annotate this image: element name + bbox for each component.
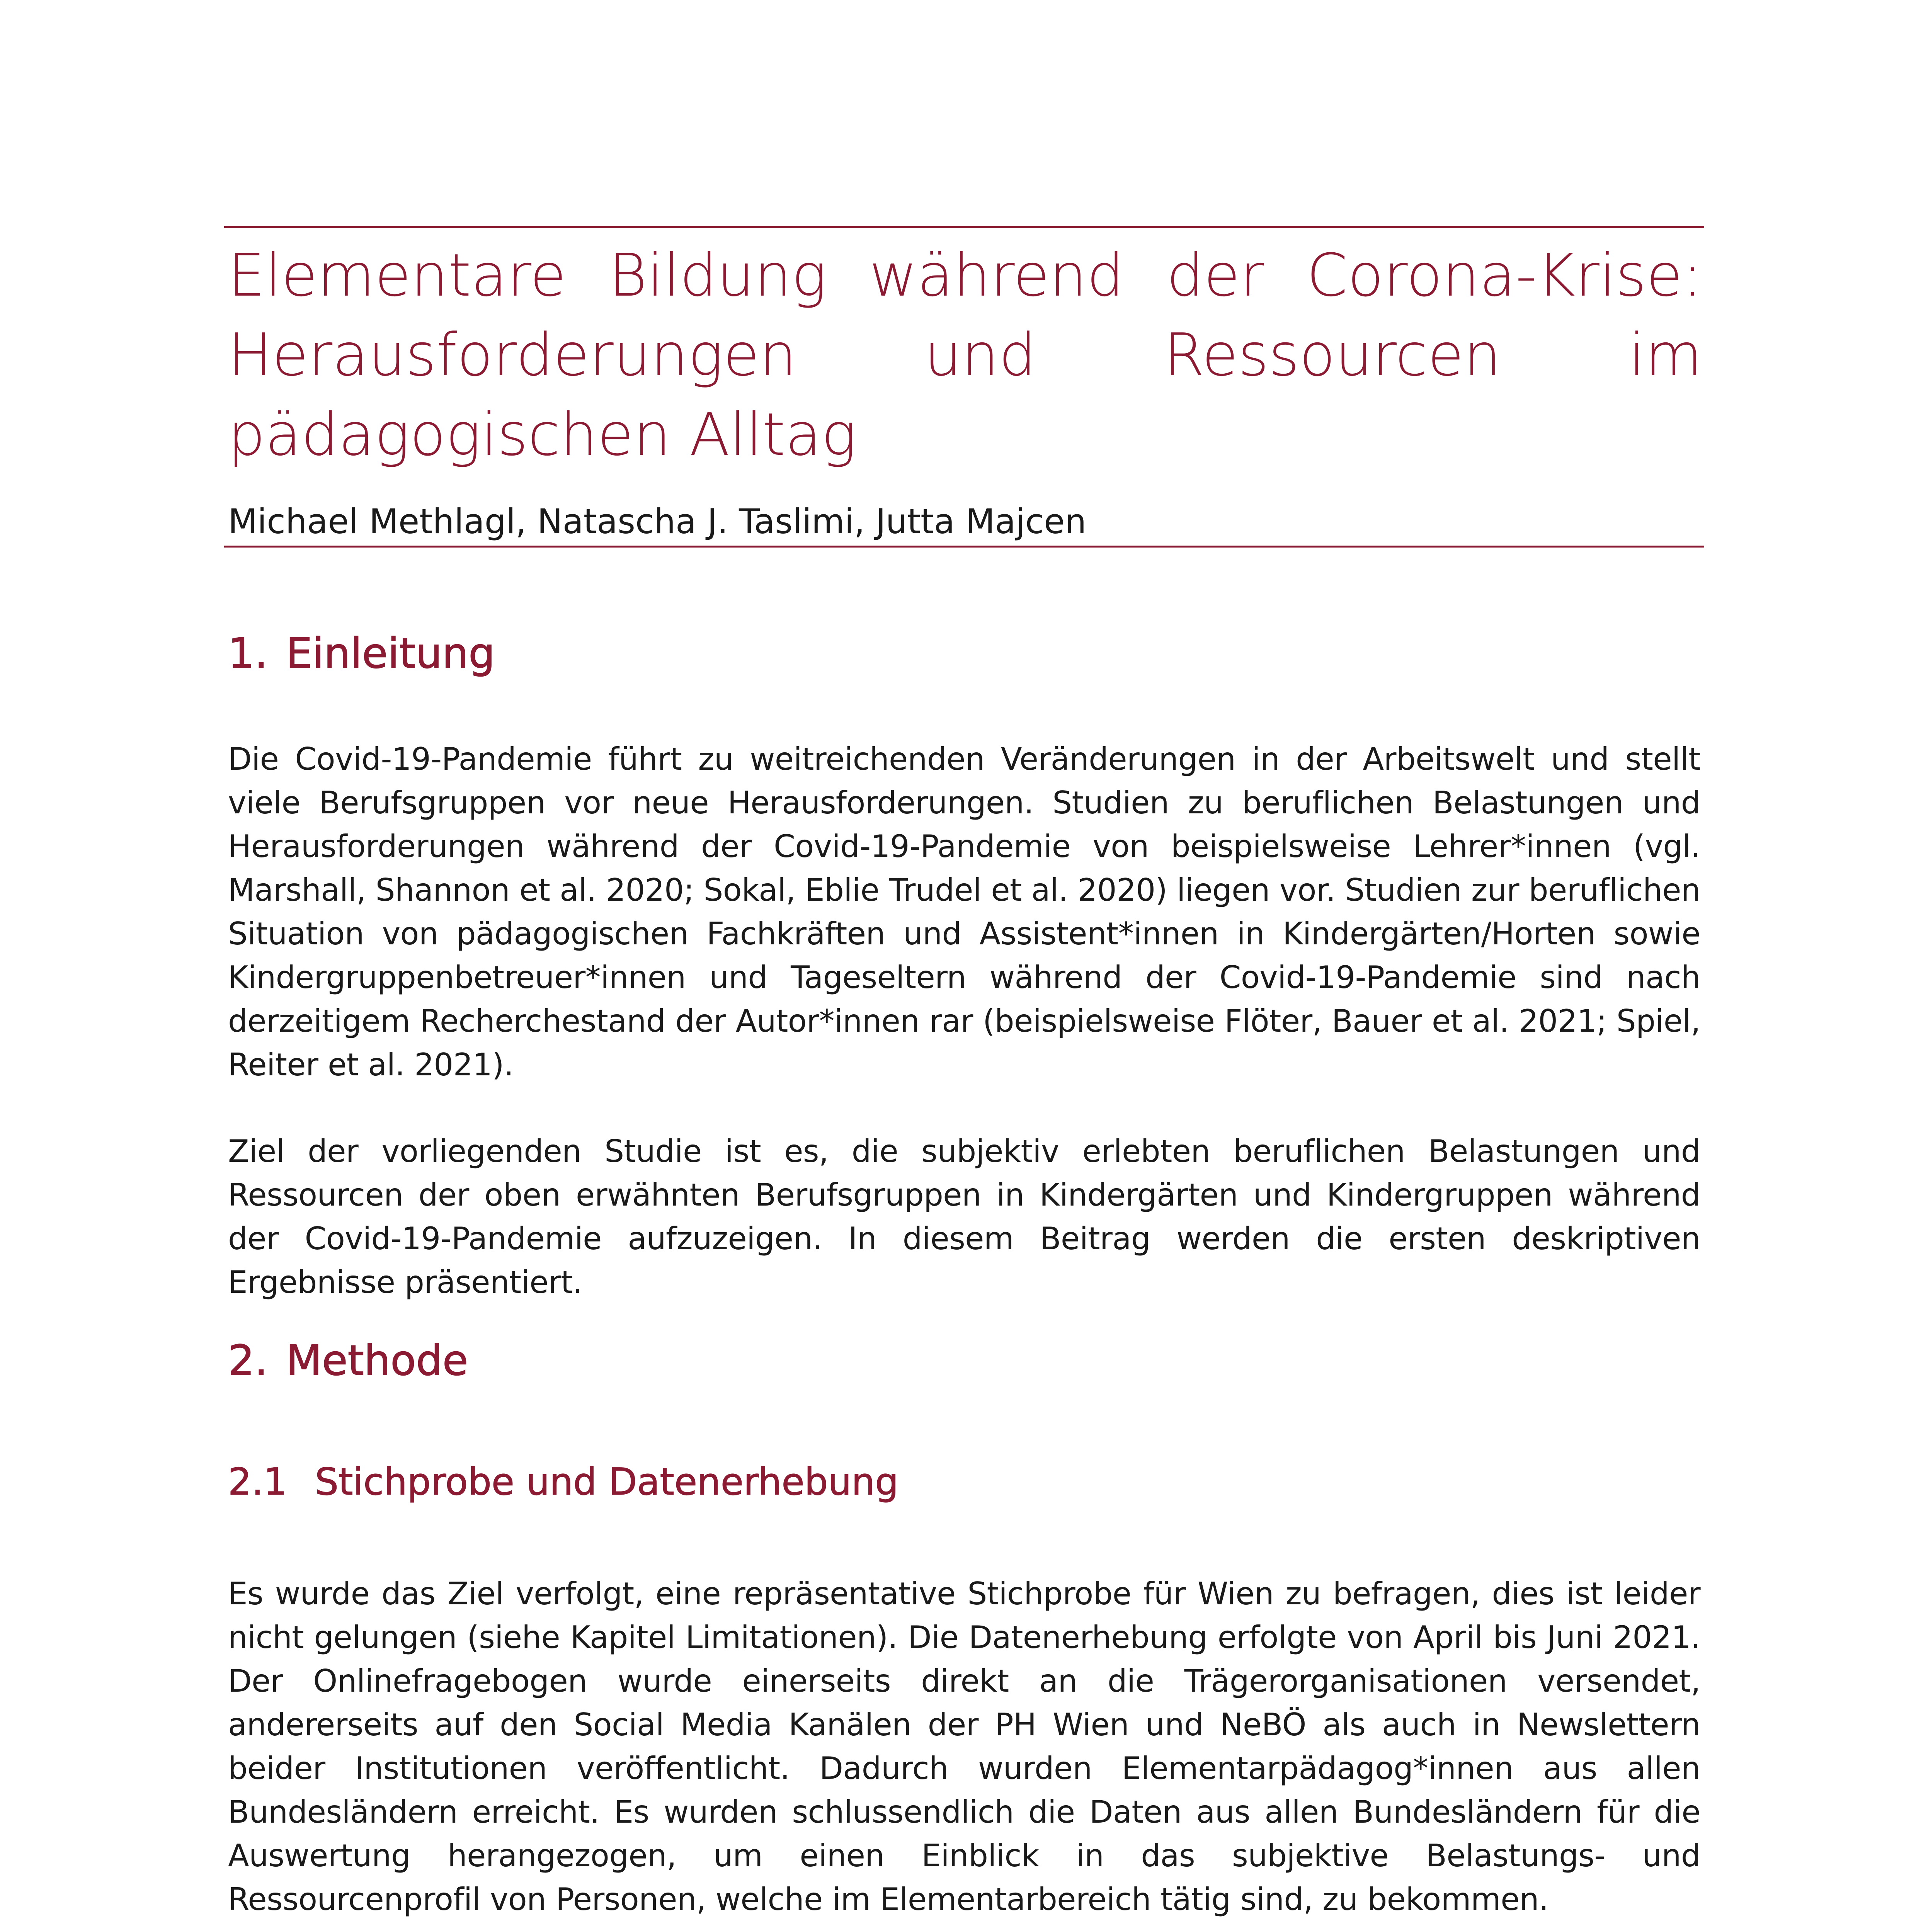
paragraph-stichprobe-1: Es wurde das Ziel verfolgt, eine repräsentative Stichprobe für Wien zu befragen, dies ist leider nicht gelungen (siehe Kapitel Limitationen). Die Datenerhebung erfolgte von April bis Juni 2021. Der Onlinefragebogen wurde einerseits direkt an die Trägerorganisationen versendet, andererseits auf den Social Media Kanälen der PH Wien und NeBÖ als auch in Newslettern beider Institutionen veröffentlicht. Dadurch wurden Elementarpädagog*innen aus allen Bundesländern erreicht. Es wurden schlussendlich die Daten aus allen Bundesländern für die Auswertung herangezogen, um einen Einblick in das subjektive Belastungs- und Ressourcenprofil von Personen, welche im Elementarbereich tätig sind, zu bekommen. (228, 1576, 1700, 1917)
title-bottom-rule (224, 546, 1704, 548)
section-title: Einleitung (286, 629, 495, 678)
paragraph-einleitung-1: Die Covid-19-Pandemie führt zu weitreichenden Veränderungen in der Arbeitswelt und stellt viele Berufsgruppen vor neue Herausforderungen. Studien zu beruflichen Belastungen und Herausforderungen während der Covid-19-Pandemie von beispielsweise Lehrer*innen (vgl. Marshall, Shannon et al. 2020; Sokal, Eblie Trudel et al. 2020) liegen vor. Studien zur beruflichen Situation von pädagogischen Fachkräften und Assistent*innen in Kindergärten/Horten sowie Kindergruppenbetreuer*innen und Tageseltern während der Covid-19-Pandemie sind nach derzeitigem Recherchestand der Autor*innen rar (beispielsweise Flöter, Bauer et al. 2021; Spiel, Reiter et al. 2021). (228, 741, 1700, 1083)
paragraph-einleitung-2: Ziel der vorliegenden Studie ist es, die subjektiv erlebten beruflichen Belastungen und Ressourcen der oben erwähnten Berufsgruppen in Kindergärten und Kindergruppen während der Covid-19-Pandemie aufzuzeigen. In diesem Beitrag werden die ersten deskriptiven Ergebnisse präsentiert. (228, 1133, 1700, 1300)
section-heading-einleitung (228, 627, 495, 681)
section-title: Methode (286, 1337, 468, 1385)
subsection-title: Stichprobe und Datenerhebung (315, 1460, 899, 1503)
section-number: 2. (228, 1337, 268, 1385)
title-top-rule (224, 226, 1704, 228)
author-list: Michael Methlagl, Natascha J. Taslimi, Jutta Majcen (228, 502, 1087, 541)
document-title: Elementare Bildung während der Corona-Krise: Herausforderungen und Ressourcen im pädagogischen Alltag (228, 241, 1702, 469)
section-number: 1. (228, 629, 268, 678)
section-heading-methode (228, 1334, 468, 1388)
subsection-heading-stichprobe (228, 1457, 898, 1507)
subsection-number: 2.1 (228, 1460, 287, 1503)
